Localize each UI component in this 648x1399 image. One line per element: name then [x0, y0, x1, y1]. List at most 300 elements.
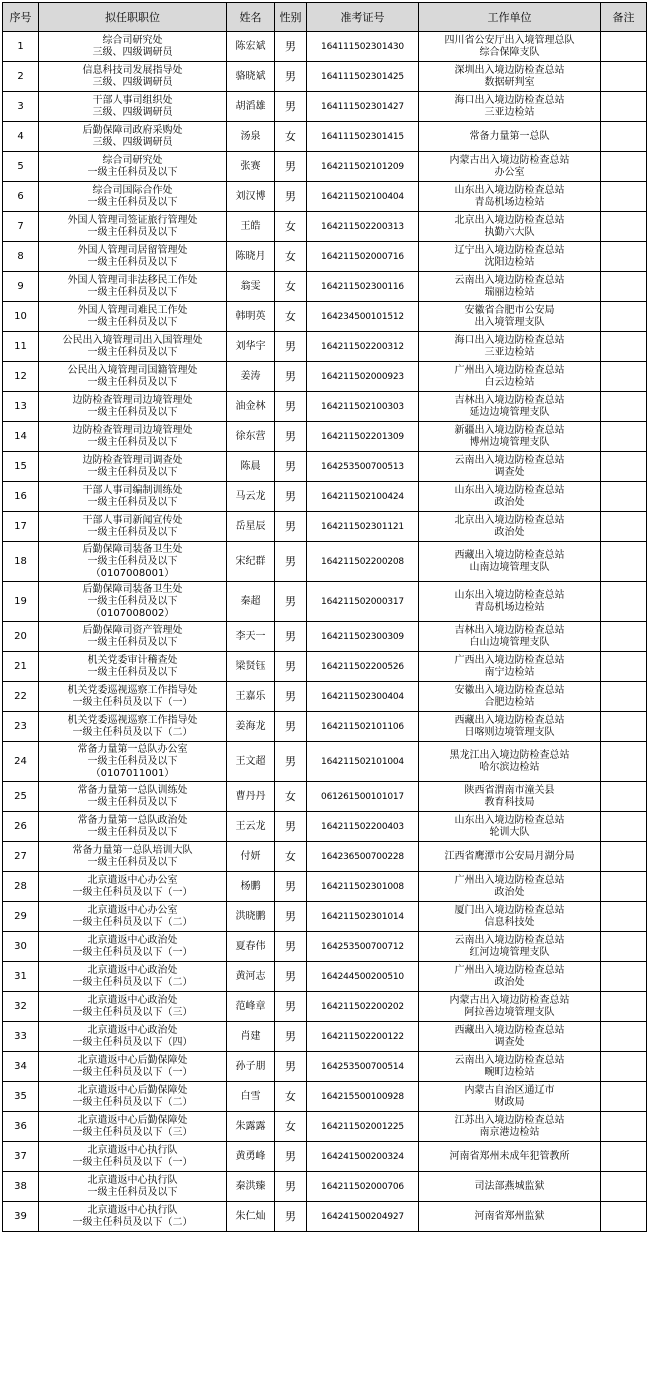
position-cell-line: 边防检查管理司调查处	[82, 454, 183, 466]
position-cell-line: 三级、四级调研员	[92, 46, 173, 58]
position-cell-line: 干部人事司新闻宣传处	[82, 514, 183, 526]
table-row	[3, 902, 647, 932]
name-cell: 曹丹丹	[227, 782, 275, 812]
ticket-number-cell: 164211502100303	[307, 392, 419, 422]
remark-cell	[601, 272, 647, 302]
ticket-number-cell: 164211502200313	[307, 212, 419, 242]
work-unit-cell	[419, 362, 601, 392]
work-unit-cell	[419, 872, 601, 902]
ticket-number-cell: 164211502301008	[307, 872, 419, 902]
position-cell	[39, 782, 227, 812]
header-ticket: 准考证号	[307, 3, 419, 32]
work-unit-cell-line: 新疆出入境边防检查总站	[454, 424, 565, 436]
position-cell-line: 一级主任科员及以下（二）	[72, 916, 193, 928]
position-cell-line: 干部人事司组织处	[92, 94, 173, 106]
position-cell-line: 一级主任科员及以下	[87, 496, 178, 508]
candidate-table	[2, 2, 647, 1232]
work-unit-cell	[419, 932, 601, 962]
table-row	[3, 652, 647, 682]
work-unit-cell	[419, 272, 601, 302]
table-row	[3, 682, 647, 712]
ticket-number-cell: 164253500700513	[307, 452, 419, 482]
remark-cell	[601, 212, 647, 242]
remark-cell	[601, 652, 647, 682]
position-cell-line: 外国人管理司签证旅行管理处	[67, 214, 198, 226]
remark-cell	[601, 1052, 647, 1082]
position-cell-line: 一级主任科员及以下	[87, 436, 178, 448]
remark-cell	[601, 182, 647, 212]
position-cell-line: 北京遣返中心办公室	[87, 874, 178, 886]
work-unit-cell-line: 江苏出入境边防检查总站	[454, 1114, 565, 1126]
ticket-number-cell: 164211502200526	[307, 652, 419, 682]
ticket-number-cell: 164211502000716	[307, 242, 419, 272]
name-cell: 刘汉博	[227, 182, 275, 212]
ticket-number-cell: 164211502101209	[307, 152, 419, 182]
position-cell-line: 一级主任科员及以下	[87, 466, 178, 478]
position-cell-line: 一级主任科员及以下	[87, 526, 178, 538]
work-unit-cell-line: 教育科技局	[484, 796, 535, 808]
position-cell-line: 一级主任科员及以下（二）	[72, 726, 193, 738]
remark-cell	[601, 962, 647, 992]
sex-cell: 男	[275, 362, 307, 392]
name-cell: 黄河志	[227, 962, 275, 992]
work-unit-cell	[419, 512, 601, 542]
position-cell	[39, 362, 227, 392]
position-cell-line: 外国人管理司难民工作处	[77, 304, 188, 316]
position-cell	[39, 682, 227, 712]
work-unit-cell-line: 政治处	[494, 496, 525, 508]
sex-cell: 男	[275, 622, 307, 652]
work-unit-cell-line: 财政局	[494, 1096, 525, 1108]
work-unit-cell-line: 白山边境管理支队	[469, 636, 550, 648]
work-unit-cell-line: 内蒙古自治区通辽市	[464, 1084, 555, 1096]
sex-cell: 男	[275, 452, 307, 482]
position-cell-line: 外国人管理司非法移民工作处	[67, 274, 198, 286]
row-number: 9	[3, 272, 39, 302]
table-row	[3, 332, 647, 362]
position-cell-line: 三级、四级调研员	[92, 106, 173, 118]
work-unit-cell-line: 山东出入境边防检查总站	[454, 484, 565, 496]
work-unit-cell-line: 云南出入境边防检查总站	[454, 934, 565, 946]
work-unit-cell-line: 吉林出入境边防检查总站	[454, 394, 565, 406]
position-cell	[39, 842, 227, 872]
position-cell-line: 一级主任科员及以下	[87, 796, 178, 808]
position-cell-line: 机关党委巡视巡察工作指导处	[67, 714, 198, 726]
work-unit-cell	[419, 1202, 601, 1232]
name-cell: 王文超	[227, 742, 275, 782]
sex-cell: 女	[275, 242, 307, 272]
work-unit-cell-line: 出入境管理支队	[474, 316, 545, 328]
sex-cell: 女	[275, 1082, 307, 1112]
row-number: 36	[3, 1112, 39, 1142]
row-number: 32	[3, 992, 39, 1022]
position-cell-line: 一级主任科员及以下（一）	[72, 1066, 193, 1078]
name-cell: 夏春伟	[227, 932, 275, 962]
ticket-number-cell: 164253500700514	[307, 1052, 419, 1082]
position-cell	[39, 512, 227, 542]
position-cell-line: 一级主任科员及以下	[87, 1186, 178, 1198]
position-cell-line: 一级主任科员及以下（二）	[72, 1096, 193, 1108]
name-cell: 油金林	[227, 392, 275, 422]
position-cell-line: 干部人事司编制训练处	[82, 484, 183, 496]
ticket-number-cell: 164215500100928	[307, 1082, 419, 1112]
work-unit-cell-line: 政治处	[494, 526, 525, 538]
row-number: 22	[3, 682, 39, 712]
ticket-number-cell: 164211502101106	[307, 712, 419, 742]
remark-cell	[601, 992, 647, 1022]
row-number: 18	[3, 542, 39, 582]
table-row	[3, 242, 647, 272]
remark-cell	[601, 452, 647, 482]
name-cell: 肖建	[227, 1022, 275, 1052]
position-cell-line: 一级主任科员及以下	[87, 856, 178, 868]
table-row	[3, 392, 647, 422]
position-cell	[39, 92, 227, 122]
position-cell-line: 信息科技司发展指导处	[82, 64, 183, 76]
work-unit-cell-line: 广西出入境边防检查总站	[454, 654, 565, 666]
work-unit-cell	[419, 242, 601, 272]
work-unit-cell-line: 北京出入境边防检查总站	[454, 514, 565, 526]
work-unit-cell	[419, 542, 601, 582]
ticket-number-cell: 164111502301415	[307, 122, 419, 152]
ticket-number-cell: 164211502000706	[307, 1172, 419, 1202]
work-unit-cell	[419, 1142, 601, 1172]
work-unit-cell-line: 海口出入境边防检查总站	[454, 94, 565, 106]
work-unit-cell-line: 西藏出入境边防检查总站	[454, 1024, 565, 1036]
name-cell: 杨鹏	[227, 872, 275, 902]
position-cell-line: 三级、四级调研员	[92, 76, 173, 88]
sex-cell: 男	[275, 32, 307, 62]
ticket-number-cell: 164211502000923	[307, 362, 419, 392]
position-cell-line: 一级主任科员及以下	[87, 406, 178, 418]
work-unit-cell-line: 黑龙江出入境边防检查总站	[449, 749, 570, 761]
position-cell-line: 北京遣返中心执行队	[87, 1174, 178, 1186]
ticket-number-cell: 061261500101017	[307, 782, 419, 812]
ticket-number-cell: 164211502001225	[307, 1112, 419, 1142]
table-row	[3, 1052, 647, 1082]
position-cell	[39, 1022, 227, 1052]
name-cell: 马云龙	[227, 482, 275, 512]
position-cell-line: 北京遣返中心政治处	[87, 994, 178, 1006]
position-cell-line: 一级主任科员及以下	[87, 376, 178, 388]
position-cell-line: 综合司国际合作处	[92, 184, 173, 196]
name-cell: 洪晓鹏	[227, 902, 275, 932]
position-cell-line: 外国人管理司居留管理处	[77, 244, 188, 256]
work-unit-cell-line: 青岛机场边检站	[474, 196, 545, 208]
work-unit-cell	[419, 1112, 601, 1142]
position-cell	[39, 422, 227, 452]
position-cell-line: 公民出入境管理司出入国管理处	[62, 334, 203, 346]
sex-cell: 男	[275, 1142, 307, 1172]
table-row	[3, 932, 647, 962]
ticket-number-cell: 164241500204927	[307, 1202, 419, 1232]
work-unit-cell-line: 河南省郑州未成年犯管教所	[449, 1150, 570, 1162]
name-cell: 徐东营	[227, 422, 275, 452]
sex-cell: 男	[275, 1172, 307, 1202]
name-cell: 王皓	[227, 212, 275, 242]
table-row	[3, 742, 647, 782]
sex-cell: 男	[275, 992, 307, 1022]
table-row	[3, 782, 647, 812]
work-unit-cell-line: 常备力量第一总队	[469, 130, 550, 142]
table-row	[3, 1082, 647, 1112]
name-cell: 张赛	[227, 152, 275, 182]
name-cell: 韩明英	[227, 302, 275, 332]
work-unit-cell	[419, 992, 601, 1022]
name-cell: 骆晓斌	[227, 62, 275, 92]
sex-cell: 男	[275, 932, 307, 962]
sex-cell: 男	[275, 182, 307, 212]
work-unit-cell-line: 北京出入境边防检查总站	[454, 214, 565, 226]
position-cell-line: 后勤保障司装备卫生处	[82, 543, 183, 555]
position-cell-line: 一级主任科员及以下	[87, 555, 178, 567]
work-unit-cell-line: 西藏出入境边防检查总站	[454, 549, 565, 561]
row-number: 38	[3, 1172, 39, 1202]
name-cell: 王嘉乐	[227, 682, 275, 712]
name-cell: 梁贤钰	[227, 652, 275, 682]
work-unit-cell-line: 山东出入境边防检查总站	[454, 589, 565, 601]
row-number: 5	[3, 152, 39, 182]
position-cell	[39, 1112, 227, 1142]
position-cell-line: 一级主任科员及以下	[87, 755, 178, 767]
work-unit-cell	[419, 212, 601, 242]
work-unit-cell	[419, 62, 601, 92]
ticket-number-cell: 164244500200510	[307, 962, 419, 992]
position-cell-line: 北京遣返中心政治处	[87, 1024, 178, 1036]
position-cell-line: 北京遣返中心办公室	[87, 904, 178, 916]
work-unit-cell	[419, 92, 601, 122]
row-number: 10	[3, 302, 39, 332]
work-unit-cell-line: 合肥边检站	[484, 696, 535, 708]
name-cell: 岳星辰	[227, 512, 275, 542]
position-cell	[39, 452, 227, 482]
remark-cell	[601, 1202, 647, 1232]
name-cell: 姜涛	[227, 362, 275, 392]
work-unit-cell-line: 云南出入境边防检查总站	[454, 454, 565, 466]
row-number: 13	[3, 392, 39, 422]
remark-cell	[601, 902, 647, 932]
work-unit-cell	[419, 712, 601, 742]
sex-cell: 男	[275, 482, 307, 512]
name-cell: 翁雯	[227, 272, 275, 302]
ticket-number-cell: 164211502300404	[307, 682, 419, 712]
position-cell	[39, 1172, 227, 1202]
row-number: 14	[3, 422, 39, 452]
row-number: 23	[3, 712, 39, 742]
work-unit-cell-line: 调查处	[494, 466, 525, 478]
remark-cell	[601, 932, 647, 962]
sex-cell: 男	[275, 962, 307, 992]
work-unit-cell-line: 博州边境管理支队	[469, 436, 550, 448]
remark-cell	[601, 542, 647, 582]
work-unit-cell-line: 轮训大队	[489, 826, 530, 838]
position-cell-line: 一级主任科员及以下（三）	[72, 1006, 193, 1018]
position-cell-line: 常备力量第一总队办公室	[77, 743, 188, 755]
header-unit: 工作单位	[419, 3, 601, 32]
work-unit-cell-line: 吉林出入境边防检查总站	[454, 624, 565, 636]
table-row	[3, 122, 647, 152]
position-cell-line: 综合司研究处	[102, 154, 163, 166]
position-cell-line: （0107008001）	[90, 567, 175, 579]
name-cell: 陈晨	[227, 452, 275, 482]
position-cell-line: 一级主任科员及以下	[87, 166, 178, 178]
remark-cell	[601, 742, 647, 782]
ticket-number-cell: 164253500700712	[307, 932, 419, 962]
remark-cell	[601, 682, 647, 712]
table-row	[3, 842, 647, 872]
remark-cell	[601, 872, 647, 902]
row-number: 24	[3, 742, 39, 782]
position-cell	[39, 712, 227, 742]
work-unit-cell	[419, 482, 601, 512]
position-cell	[39, 392, 227, 422]
table-row	[3, 362, 647, 392]
header-position: 拟任职职位	[39, 3, 227, 32]
name-cell: 朱露露	[227, 1112, 275, 1142]
row-number: 21	[3, 652, 39, 682]
position-cell	[39, 332, 227, 362]
work-unit-cell-line: 司法部燕城监狱	[474, 1180, 545, 1192]
name-cell: 朱仁灿	[227, 1202, 275, 1232]
remark-cell	[601, 92, 647, 122]
row-number: 11	[3, 332, 39, 362]
row-number: 39	[3, 1202, 39, 1232]
remark-cell	[601, 422, 647, 452]
work-unit-cell	[419, 302, 601, 332]
remark-cell	[601, 62, 647, 92]
row-number: 28	[3, 872, 39, 902]
sex-cell: 女	[275, 1112, 307, 1142]
work-unit-cell-line: 三亚边检站	[484, 346, 535, 358]
remark-cell	[601, 712, 647, 742]
position-cell-line: 后勤保障司政府采购处	[82, 124, 183, 136]
table-body	[3, 32, 647, 1232]
remark-cell	[601, 332, 647, 362]
sex-cell: 男	[275, 152, 307, 182]
position-cell-line: （0107008002）	[90, 607, 175, 619]
position-cell-line: 机关党委巡视巡察工作指导处	[67, 684, 198, 696]
position-cell-line: 一级主任科员及以下（一）	[72, 946, 193, 958]
position-cell-line: 一级主任科员及以下	[87, 595, 178, 607]
remark-cell	[601, 1172, 647, 1202]
work-unit-cell-line: 内蒙古出入境边防检查总站	[449, 154, 570, 166]
work-unit-cell-line: 阿拉善边境管理支队	[464, 1006, 555, 1018]
header-remark: 备注	[601, 3, 647, 32]
name-cell: 付妍	[227, 842, 275, 872]
sex-cell: 男	[275, 712, 307, 742]
row-number: 26	[3, 812, 39, 842]
table-row	[3, 62, 647, 92]
ticket-number-cell: 164111502301427	[307, 92, 419, 122]
table-row	[3, 302, 647, 332]
ticket-number-cell: 164211502301121	[307, 512, 419, 542]
row-number: 30	[3, 932, 39, 962]
table-row	[3, 1142, 647, 1172]
work-unit-cell-line: 云南出入境边防检查总站	[454, 274, 565, 286]
table-row	[3, 272, 647, 302]
sex-cell: 男	[275, 682, 307, 712]
position-cell-line: 公民出入境管理司国籍管理处	[67, 364, 198, 376]
ticket-number-cell: 164111502301430	[307, 32, 419, 62]
work-unit-cell-line: 西藏出入境边防检查总站	[454, 714, 565, 726]
name-cell: 姜海龙	[227, 712, 275, 742]
name-cell: 陈晓月	[227, 242, 275, 272]
row-number: 19	[3, 582, 39, 622]
work-unit-cell-line: 数据研判室	[484, 76, 535, 88]
work-unit-cell-line: 陕西省渭南市潼关县	[464, 784, 555, 796]
remark-cell	[601, 1082, 647, 1112]
work-unit-cell-line: 江西省鹰潭市公安局月湖分局	[444, 850, 575, 862]
work-unit-cell-line: 白云边检站	[484, 376, 535, 388]
work-unit-cell-line: 日喀则边境管理支队	[464, 726, 555, 738]
position-cell-line: 边防检查管理司边境管理处	[72, 394, 193, 406]
row-number: 3	[3, 92, 39, 122]
position-cell-line: 机关党委审计稽查处	[87, 654, 178, 666]
row-number: 15	[3, 452, 39, 482]
row-number: 17	[3, 512, 39, 542]
remark-cell	[601, 302, 647, 332]
work-unit-cell-line: 政治处	[494, 886, 525, 898]
remark-cell	[601, 482, 647, 512]
sex-cell: 男	[275, 1052, 307, 1082]
row-number: 29	[3, 902, 39, 932]
row-number: 20	[3, 622, 39, 652]
work-unit-cell	[419, 742, 601, 782]
remark-cell	[601, 392, 647, 422]
position-cell-line: 一级主任科员及以下（四）	[72, 1036, 193, 1048]
row-number: 33	[3, 1022, 39, 1052]
ticket-number-cell: 164211502200208	[307, 542, 419, 582]
position-cell-line: （0107011001）	[90, 767, 175, 779]
work-unit-cell-line: 畹町边检站	[484, 1066, 535, 1078]
remark-cell	[601, 32, 647, 62]
ticket-number-cell: 164211502200202	[307, 992, 419, 1022]
work-unit-cell	[419, 842, 601, 872]
position-cell-line: 常备力量第一总队训练处	[77, 784, 188, 796]
work-unit-cell	[419, 582, 601, 622]
sex-cell: 男	[275, 512, 307, 542]
row-number: 8	[3, 242, 39, 272]
sex-cell: 男	[275, 812, 307, 842]
work-unit-cell	[419, 1172, 601, 1202]
table-row	[3, 482, 647, 512]
position-cell	[39, 32, 227, 62]
sex-cell: 女	[275, 272, 307, 302]
name-cell: 李天一	[227, 622, 275, 652]
position-cell	[39, 542, 227, 582]
work-unit-cell	[419, 422, 601, 452]
work-unit-cell-line: 广州出入境边防检查总站	[454, 364, 565, 376]
table-row	[3, 92, 647, 122]
ticket-number-cell: 164211502200122	[307, 1022, 419, 1052]
work-unit-cell-line: 南宁边检站	[484, 666, 535, 678]
sex-cell: 男	[275, 332, 307, 362]
position-cell	[39, 122, 227, 152]
position-cell	[39, 582, 227, 622]
ticket-number-cell: 164111502301425	[307, 62, 419, 92]
work-unit-cell-line: 综合保障支队	[479, 46, 540, 58]
work-unit-cell-line: 办公室	[494, 166, 525, 178]
header-no: 序号	[3, 3, 39, 32]
position-cell	[39, 812, 227, 842]
sex-cell: 男	[275, 902, 307, 932]
work-unit-cell-line: 延边边境管理支队	[469, 406, 550, 418]
name-cell: 宋纪群	[227, 542, 275, 582]
table-row	[3, 582, 647, 622]
position-cell	[39, 62, 227, 92]
work-unit-cell-line: 广州出入境边防检查总站	[454, 964, 565, 976]
position-cell-line: 北京遣返中心后勤保障处	[77, 1084, 188, 1096]
